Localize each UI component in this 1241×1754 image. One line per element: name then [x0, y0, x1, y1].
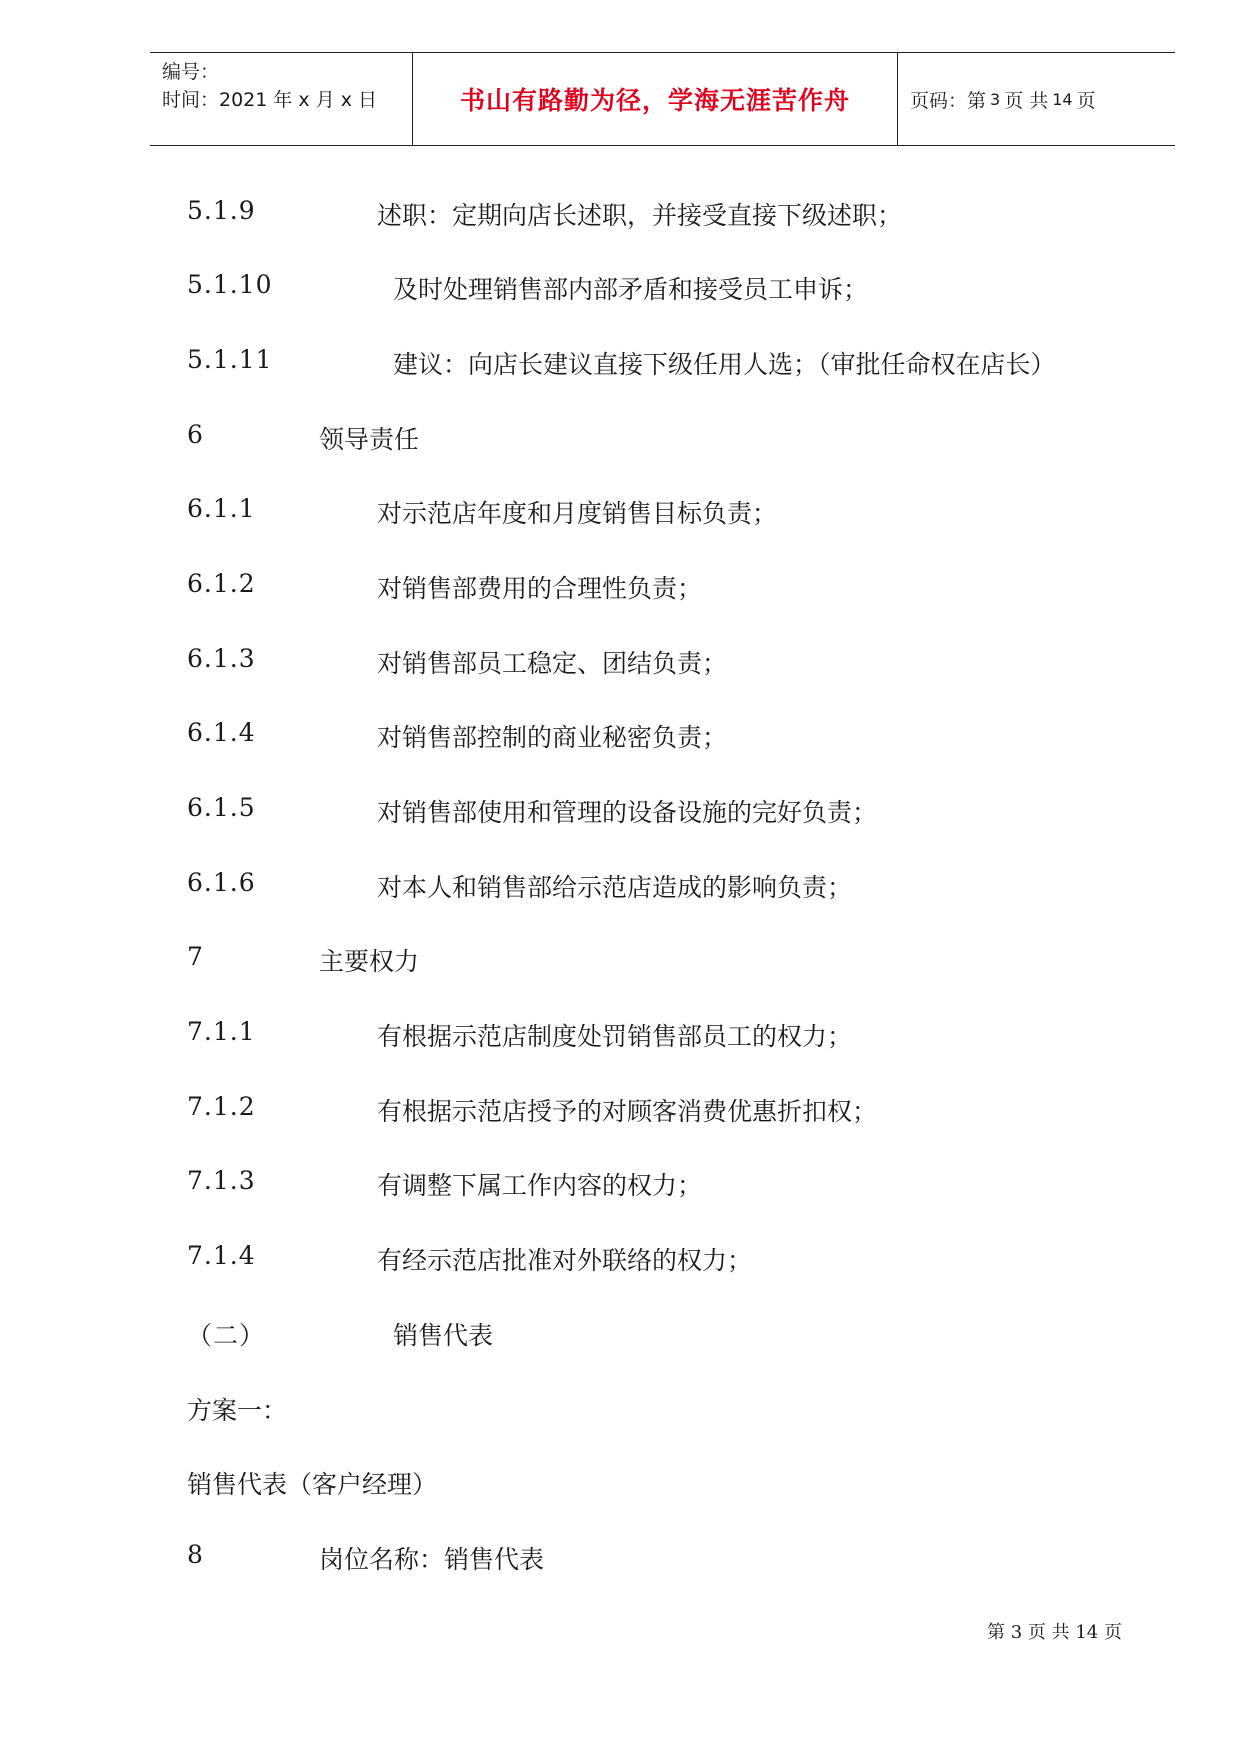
item-text: 方案一：	[187, 1396, 288, 1425]
item-number: 7.1.1	[187, 1017, 256, 1046]
header-page-info	[898, 53, 1175, 145]
item-text: 对销售部控制的商业秘密负责；	[377, 723, 728, 752]
page-suffix: 页	[1076, 89, 1096, 112]
item-number: 6	[187, 420, 204, 449]
item-text: 有根据示范店授予的对顾客消费优惠折扣权；	[377, 1097, 878, 1126]
item-text: 主要权力	[319, 947, 420, 976]
item-text: 述职：定期向店长述职，并接受直接下级述职；	[377, 201, 903, 230]
item-text: 对销售部员工稳定、团结负责；	[377, 649, 728, 678]
item-number: 5.1.11	[187, 345, 273, 374]
item-number: 6.1.2	[187, 569, 256, 598]
page-header	[150, 52, 1175, 146]
header-motto-cell	[412, 53, 898, 145]
page-current: 3	[990, 89, 1001, 109]
doc-time-label: 时间：2021 年 x 月 x 日	[162, 89, 378, 111]
item-text: 有根据示范店制度处罚销售部员工的权力；	[377, 1022, 853, 1051]
item-text: 及时处理销售部内部矛盾和接受员工申诉；	[393, 275, 869, 304]
page-mid: 页 共	[1004, 89, 1049, 112]
item-text: 有经示范店批准对外联络的权力；	[377, 1246, 753, 1275]
header-motto: 书山有路勤为径，学海无涯苦作舟	[459, 86, 850, 115]
item-number: （二）	[187, 1321, 266, 1350]
item-number: 6.1.3	[187, 644, 256, 673]
page-prefix: 页码：第	[910, 89, 987, 112]
header-meta	[150, 53, 412, 145]
item-text: 建议：向店长建议直接下级任用人选；（审批任命权在店长）	[393, 350, 1056, 379]
item-number: 5.1.9	[187, 196, 256, 225]
item-number: 7.1.4	[187, 1241, 256, 1270]
item-number: 6.1.6	[187, 868, 256, 897]
item-text: 领导责任	[319, 425, 420, 454]
item-text: 对本人和销售部给示范店造成的影响负责；	[377, 873, 853, 902]
item-number: 6.1.1	[187, 494, 256, 523]
page-total: 14	[1052, 89, 1073, 109]
item-text: 有调整下属工作内容的权力；	[377, 1171, 703, 1200]
item-text: 岗位名称：销售代表	[319, 1545, 545, 1574]
item-number: 6.1.5	[187, 793, 256, 822]
page-footer: 第 3 页 共 14 页	[987, 1622, 1122, 1643]
item-number: 5.1.10	[187, 270, 273, 299]
item-text: 对示范店年度和月度销售目标负责；	[377, 499, 778, 528]
item-text: 销售代表（客户经理）	[187, 1470, 438, 1499]
item-number: 7	[187, 942, 204, 971]
item-number: 7.1.2	[187, 1092, 256, 1121]
item-text: 对销售部费用的合理性负责；	[377, 574, 703, 603]
item-number: 7.1.3	[187, 1166, 256, 1195]
item-number: 8	[187, 1540, 204, 1569]
item-text: 销售代表	[393, 1321, 494, 1350]
item-text: 对销售部使用和管理的设备设施的完好负责；	[377, 798, 878, 827]
item-number: 6.1.4	[187, 718, 256, 747]
doc-number-label: 编号：	[162, 61, 220, 83]
